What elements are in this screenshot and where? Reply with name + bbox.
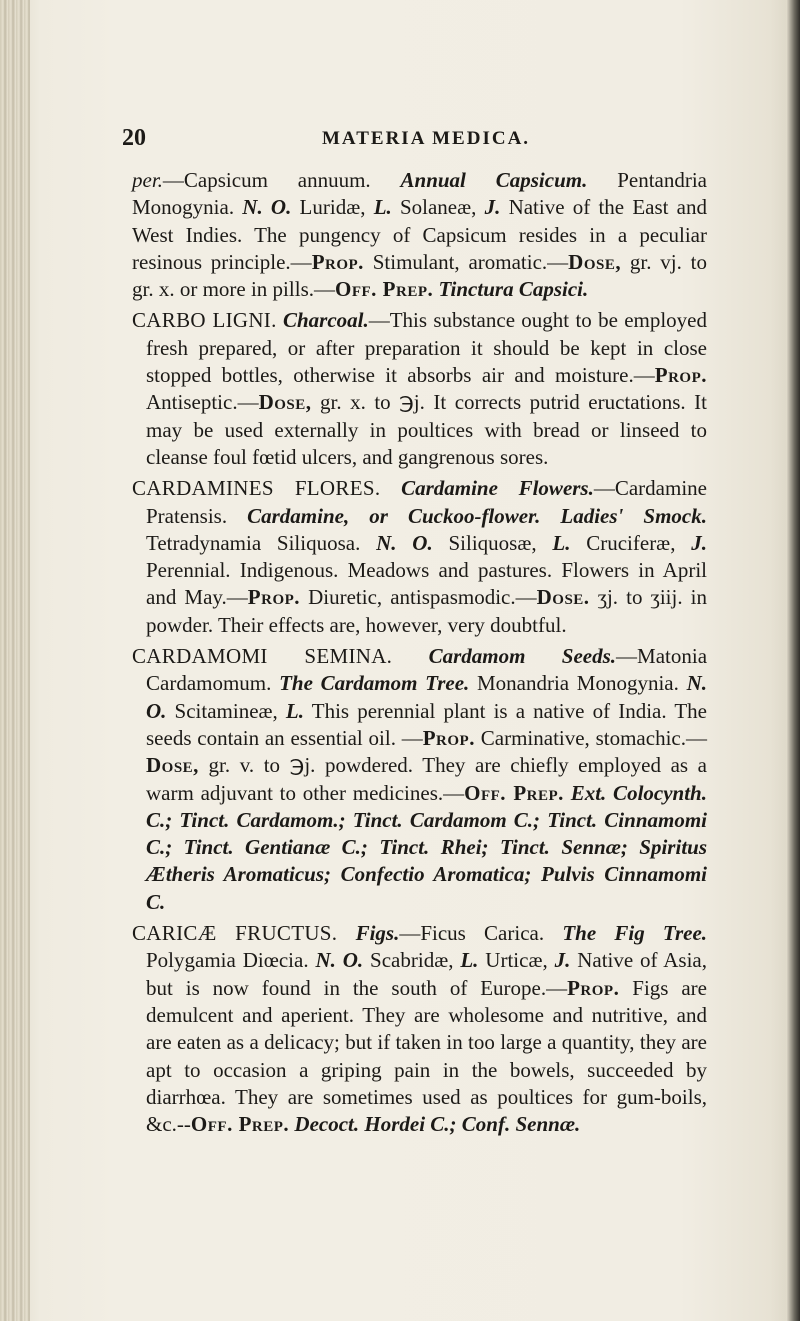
entry-text: Figs are demulcent and aperient. They are wholesome and nutritive, and are eaten as a delicacy; but if taken in too large a quantity, they are apt to occasion a griping pain in the bowels, succeeded by diarrhœa. They are sometimes used as poultices for gum-boils, &c.-- <box>146 975 707 1137</box>
entry-italic-text: L. <box>460 948 479 973</box>
entry-text <box>392 644 428 668</box>
entry-italic-text: N. O. <box>315 948 364 973</box>
entry-italic-text: Cardamine, or Cuckoo-flower. Ladies' Smock. <box>247 503 707 528</box>
entry-italic-text: J. <box>691 530 707 555</box>
entry-capsicum-continued <box>132 167 707 303</box>
entry-text: —Ficus Carica. <box>399 921 563 946</box>
entry-text: Antiseptic.— <box>146 390 259 415</box>
entry-text <box>380 476 401 500</box>
entry-italic-text: J. <box>484 195 501 220</box>
entry-italic-text: The Fig Tree. <box>562 921 708 946</box>
entry-italic-text: Cardamom Seeds. <box>428 644 617 669</box>
entry-italic-text: L. <box>373 195 392 220</box>
entry-text: gr. x. to ℈j. It corrects putrid eructations. It may be used externally in poultices with bread or linseed to cleanse foul fœtid ulcers, and gangrenous sores. <box>146 390 707 469</box>
entry-italic-text: Charcoal. <box>282 308 369 333</box>
entry-headword: CARICÆ FRUCTUS. <box>132 921 338 946</box>
text-body <box>132 167 707 1142</box>
entry-italic-text: N. O. <box>146 671 707 723</box>
entry-text: —This substance ought to be employed fresh prepared, or after preparation it should be kept in close stopped bottles, otherwise it absorbs air and moisture.— <box>146 308 708 388</box>
entry-headword: CARDAMOMI SEMINA. <box>132 644 393 669</box>
entry-text: ʒj. to ʒiij. in powder. Their effects are, however, very doubtful. <box>146 585 707 637</box>
entry-text: —Capsicum annuum. <box>162 168 401 192</box>
entry-section-label: Prop. <box>311 249 364 274</box>
entry-caricae-fructus <box>132 920 707 1138</box>
entry-text: Luridæ, <box>291 195 374 220</box>
entry-italic-text: Annual Capsicum. <box>400 168 588 192</box>
entry-italic-text: The Cardamom Tree. <box>279 671 470 696</box>
entry-italic-text: J. <box>554 948 571 973</box>
entry-text: Native of the East and West Indies. The pungency of Capsicum resides in a peculiar resinous principle.— <box>132 195 708 274</box>
entry-section-label: Dose. <box>536 585 590 610</box>
entry-carbo-ligni <box>132 307 707 471</box>
entry-section-label: Prop. <box>654 363 707 388</box>
entry-text: Urticæ, <box>478 948 555 973</box>
entry-text: Scitamineæ, <box>166 698 286 723</box>
entry-italic-text: Figs. <box>355 921 400 946</box>
entry-section-label: Dose, <box>258 390 312 415</box>
entry-headword: CARDAMINES FLORES. <box>132 476 381 501</box>
entry-text: Stimulant, aromatic.— <box>363 249 569 274</box>
entry-italic-text: L. <box>285 698 304 723</box>
entry-text: Carminative, stomachic.— <box>474 725 707 750</box>
entry-italic-text: Decoct. Hordei C.; Conf. Sennæ. <box>294 1112 581 1137</box>
entry-text: Scabridæ, <box>363 948 461 973</box>
entry-text: Diuretic, antispasmodic.— <box>300 585 537 610</box>
book-binding-edge <box>0 0 30 1321</box>
entry-text: Polygamia Diœcia. <box>146 948 316 973</box>
page-header <box>122 125 692 155</box>
entry-italic-text: per. <box>132 168 163 192</box>
entry-section-label: Prop. <box>422 725 475 750</box>
entry-section-label: Prop. <box>247 585 301 610</box>
entry-text: Perennial. Indigenous. Meadows and pastures. Flowers in April and May.— <box>146 558 707 610</box>
entry-italic-text: Tinctura Capsici. <box>438 277 589 302</box>
entry-section-label: Off. Prep. <box>335 277 434 302</box>
entry-text: Monandria Monogynia. <box>469 671 687 696</box>
entry-text: gr. vj. to gr. x. or more in pills.— <box>132 249 707 302</box>
entry-cardamines-flores <box>132 475 707 639</box>
entry-section-label: Prop. <box>567 975 620 1000</box>
entry-section-label: Off. Prep. <box>464 780 564 805</box>
entry-cardamomi-semina <box>132 643 707 916</box>
entry-text: —Matonia Cardamomum. <box>146 644 708 696</box>
entry-text <box>337 921 355 945</box>
entry-text: Solaneæ, <box>391 195 485 220</box>
entry-section-label: Dose, <box>568 249 622 274</box>
entry-text: Tetradynamia Siliquosa. <box>146 530 377 555</box>
entry-text: gr. v. to ℈j. powdered. They are chiefly employed as a warm adjuvant to other medicines.— <box>146 753 707 805</box>
entry-text: Cruciferæ, <box>570 530 692 555</box>
entry-italic-text: Ext. Colocynth. C.; Tinct. Cardamom.; Tinct. Cardamom C.; Tinct. Cinnamomi C.; Tinct. Gentianæ C.; Tinct. Rhei; Tinct. Sennæ; Spiritus Ætheris Aromaticus; Confectio Aromatica; Pulvis Cinnamomi C. <box>146 780 707 914</box>
entry-section-label: Off. Prep. <box>190 1112 290 1137</box>
page-edge-shadow <box>786 0 800 1321</box>
entry-headword: CARBO LIGNI. <box>132 308 277 333</box>
entry-text: Pentandria Monogynia. <box>132 168 707 220</box>
entry-italic-text: N. O. <box>242 195 292 220</box>
entry-italic-text: L. <box>552 530 571 555</box>
entry-section-label: Dose, <box>146 753 199 778</box>
entry-italic-text: Cardamine Flowers. <box>401 476 594 501</box>
page-number: 20 <box>122 125 146 151</box>
entry-text: Native of Asia, but is now found in the south of Europe.— <box>146 948 708 1000</box>
entry-italic-text: N. O. <box>376 530 433 555</box>
entry-text <box>564 781 571 805</box>
entry-text: Siliquosæ, <box>432 530 553 555</box>
entry-text: —Cardamine Pratensis. <box>146 476 707 528</box>
running-title: MATERIA MEDICA. <box>322 128 531 149</box>
entry-text: This perennial plant is a native of India. The seeds contain an essential oil. — <box>146 698 707 750</box>
